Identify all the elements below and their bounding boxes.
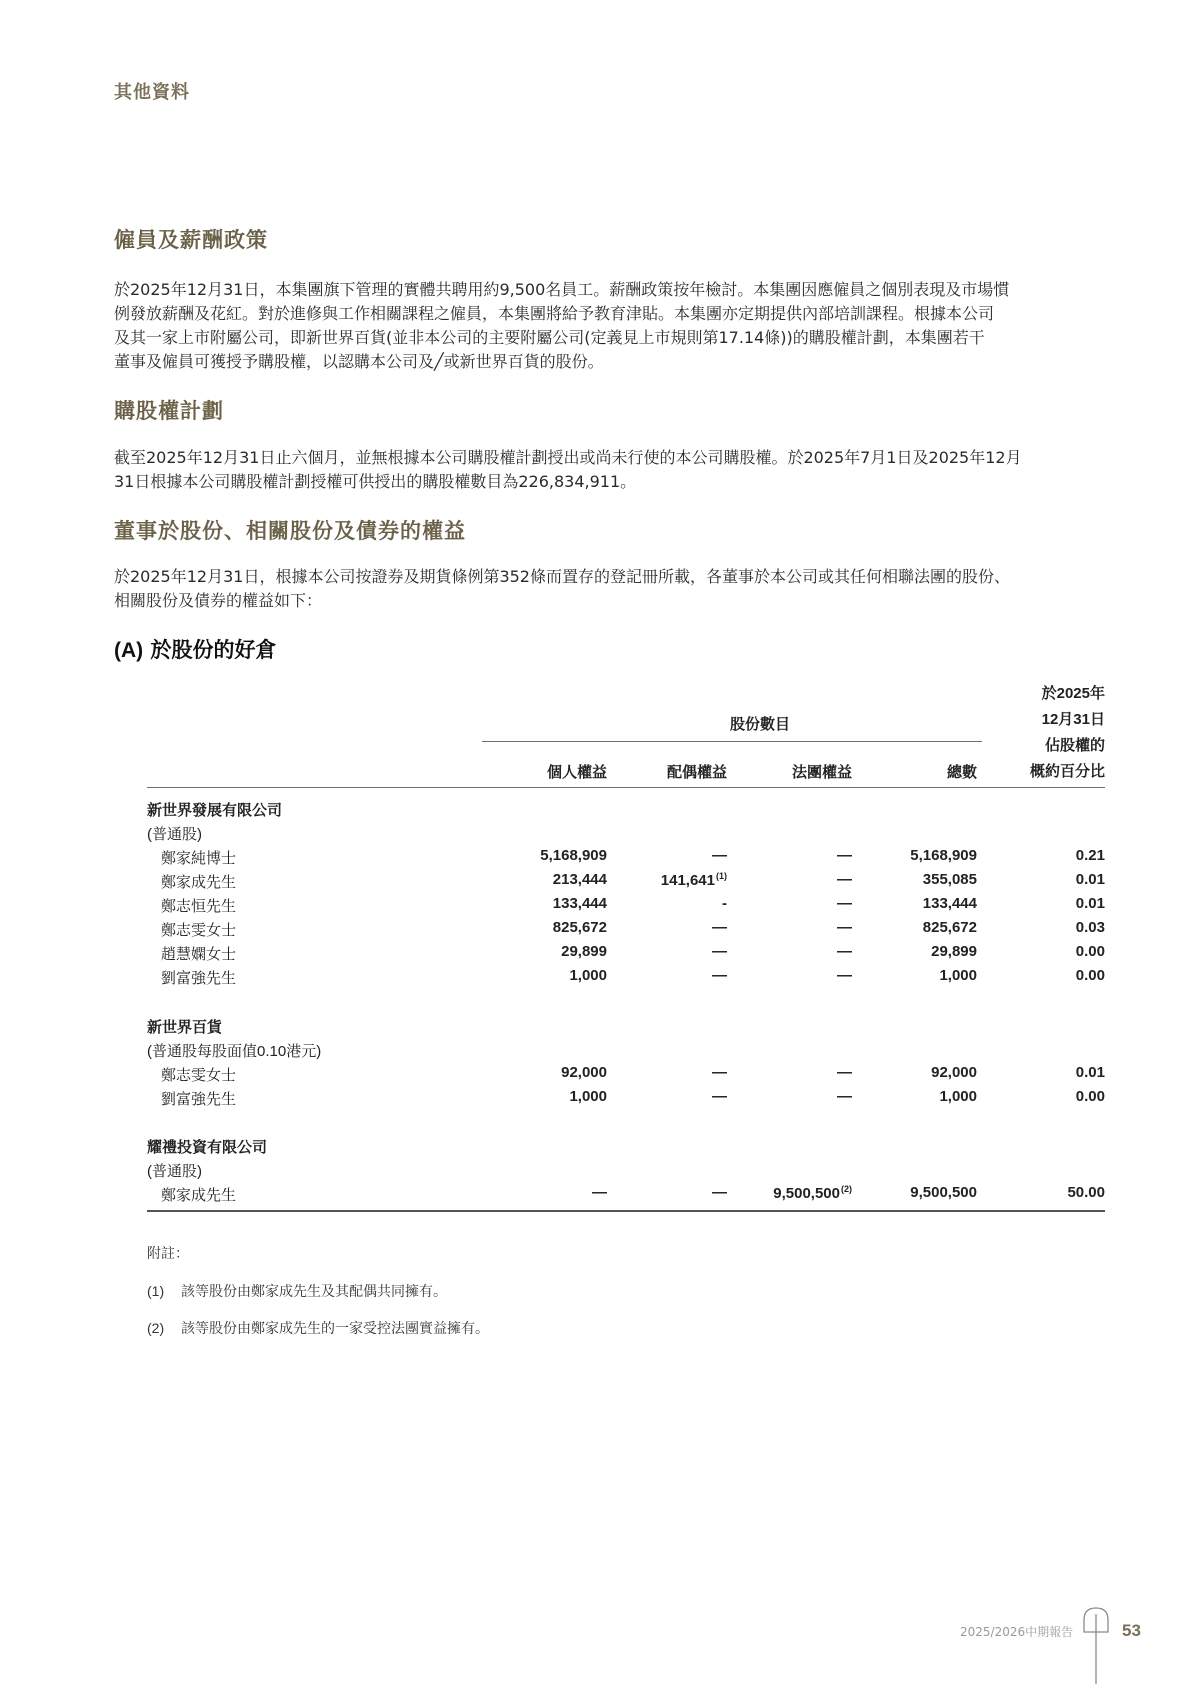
- director-name: 劉富強先生: [161, 970, 237, 987]
- pct-header: [1005, 682, 1105, 781]
- corporate-value-text: —: [837, 847, 852, 864]
- spouse-value-text: —: [712, 847, 727, 864]
- total-header: 總數: [946, 764, 977, 781]
- corporate-value-text: —: [837, 919, 852, 936]
- spouse-value-text: —: [712, 943, 727, 960]
- personal-value: [477, 943, 607, 960]
- pct-header-line: 於2025年: [1041, 685, 1105, 702]
- total-value: [847, 1184, 977, 1201]
- employees-paragraph: [114, 278, 1109, 374]
- personal-value-text: 29,899: [561, 943, 607, 960]
- pct-value: [975, 1184, 1105, 1201]
- note-item: [147, 1318, 489, 1338]
- interests-paragraph: [114, 565, 1109, 613]
- total-value: [847, 967, 977, 984]
- pct-value-text: 0.21: [1075, 847, 1105, 864]
- table-bottom-rule: [147, 1210, 1105, 1212]
- corporate-value-text: 9,500,500: [773, 1185, 840, 1202]
- director-name: 鄭志雯女士: [161, 922, 237, 939]
- group-header-rule: [482, 741, 982, 742]
- personal-value-text: 1,000: [569, 967, 607, 984]
- section-label: 其他資料: [114, 82, 190, 103]
- personal-value-text: 5,168,909: [540, 847, 607, 864]
- pct-header-line: 12月31日: [1041, 711, 1105, 728]
- pct-value-text: 0.00: [1075, 1088, 1105, 1105]
- corporate-header: 法團權益: [791, 764, 852, 781]
- employees-heading: 僱員及薪酬政策: [114, 228, 268, 252]
- employees-line: 例發放薪酬及花紅。對於進修與工作相關課程之僱員，本集團將給予教育津貼。本集團亦定期提供內部培訓課程。根據本公司: [114, 304, 995, 323]
- total-value-text: 92,000: [931, 1064, 977, 1081]
- spouse-header: 配偶權益: [666, 764, 727, 781]
- footnote-ref: (1): [716, 871, 727, 881]
- total-value: [847, 895, 977, 912]
- spouse-value: [597, 967, 727, 984]
- notes-title: 附註：: [147, 1246, 189, 1262]
- spouse-value: [597, 943, 727, 960]
- total-value-text: 1,000: [939, 1088, 977, 1105]
- pct-value-text: 50.00: [1067, 1184, 1105, 1201]
- total-value-text: 5,168,909: [910, 847, 977, 864]
- personal-value: [477, 1064, 607, 1081]
- personal-value-text: —: [592, 1184, 607, 1201]
- corporate-value: [722, 1184, 852, 1202]
- spouse-value-text: —: [712, 1064, 727, 1081]
- spouse-value: [597, 919, 727, 936]
- note-number: (2): [147, 1320, 165, 1336]
- employees-line: 於2025年12月31日，本集團旗下管理的實體共聘用約9,500名員工。薪酬政策按年檢討。本集團因應僱員之個別表現及市場慣: [114, 280, 1010, 299]
- total-value-text: 9,500,500: [910, 1184, 977, 1201]
- share-type: (普通股每股面值0.10港元): [147, 1043, 322, 1060]
- director-name: 鄭家成先生: [161, 1187, 237, 1204]
- spouse-value: [597, 1088, 727, 1105]
- corporate-value-text: —: [837, 895, 852, 912]
- personal-value: [477, 967, 607, 984]
- note-number: (1): [147, 1283, 165, 1299]
- spouse-value-text: -: [722, 895, 727, 912]
- personal-value: [477, 1088, 607, 1105]
- personal-value: [477, 871, 607, 888]
- personal-value-text: 825,672: [552, 919, 607, 936]
- total-value-text: 355,085: [922, 871, 977, 888]
- corporate-value-text: —: [837, 943, 852, 960]
- spouse-value: [597, 1064, 727, 1081]
- interests-line: 於2025年12月31日，根據本公司按證券及期貨條例第352條而置存的登記冊所載，各董事於本公司或其任何相聯法團的股份、: [114, 567, 1010, 586]
- personal-value-text: 92,000: [561, 1064, 607, 1081]
- pct-value-text: 0.01: [1075, 871, 1105, 888]
- spouse-value-text: 141,641: [660, 872, 715, 889]
- personal-value: [477, 1184, 607, 1201]
- employees-line: 及其一家上市附屬公司，即新世界百貨(並非本公司的主要附屬公司(定義見上市規則第17.14條))的購股權計劃，本集團若干: [114, 328, 985, 347]
- company-name: 新世界發展有限公司: [147, 802, 283, 819]
- note-text: 該等股份由鄭家成先生的一家受控法團實益擁有。: [181, 1321, 489, 1337]
- pct-header-line: 概約百分比: [1029, 763, 1105, 780]
- total-value: [847, 847, 977, 864]
- total-value: [847, 1064, 977, 1081]
- interests-line: 相關股份及債券的權益如下：: [114, 591, 323, 610]
- personal-value: [477, 847, 607, 864]
- corporate-value: [722, 967, 852, 984]
- spouse-value: [597, 895, 727, 912]
- share-option-heading: 購股權計劃: [114, 399, 224, 423]
- total-value: [847, 1088, 977, 1105]
- corporate-value: [722, 895, 852, 912]
- total-value: [847, 871, 977, 888]
- note-item: [147, 1281, 447, 1301]
- personal-value: [477, 895, 607, 912]
- pct-value-text: 0.00: [1075, 943, 1105, 960]
- pct-header-line: 佔股權的: [1044, 737, 1105, 754]
- company-name: 耀禮投資有限公司: [147, 1139, 268, 1156]
- director-name: 鄭家成先生: [161, 874, 237, 891]
- corporate-value-text: —: [837, 967, 852, 984]
- spouse-value-text: —: [712, 967, 727, 984]
- share-type: (普通股): [147, 826, 202, 843]
- director-name: 鄭志雯女士: [161, 1067, 237, 1084]
- group-header: 股份數目: [729, 716, 790, 733]
- corporate-value: [722, 1088, 852, 1105]
- page-number: 53: [1122, 1621, 1141, 1640]
- personal-value-text: 213,444: [552, 871, 607, 888]
- spouse-value: [597, 871, 727, 889]
- pct-value-text: 0.01: [1075, 895, 1105, 912]
- subsection-letter: (A): [114, 639, 144, 662]
- total-value: [847, 919, 977, 936]
- personal-value-text: 1,000: [569, 1088, 607, 1105]
- pct-value-text: 0.03: [1075, 919, 1105, 936]
- total-value-text: 825,672: [922, 919, 977, 936]
- corporate-value: [722, 919, 852, 936]
- arch-logo-icon: [1081, 1606, 1111, 1684]
- pct-value: [975, 871, 1105, 888]
- pct-value: [975, 943, 1105, 960]
- spouse-value-text: —: [712, 1088, 727, 1105]
- total-value-text: 133,444: [922, 895, 977, 912]
- corporate-value: [722, 871, 852, 888]
- director-name: 鄭志恒先生: [161, 898, 237, 915]
- spouse-value-text: —: [712, 919, 727, 936]
- corporate-value-text: —: [837, 1088, 852, 1105]
- personal-header: 個人權益: [546, 764, 607, 781]
- header-rule: [147, 787, 1105, 788]
- subsection-heading: [114, 634, 276, 664]
- spouse-value-text: —: [712, 1184, 727, 1201]
- corporate-value: [722, 1064, 852, 1081]
- director-name: 鄭家純博士: [161, 850, 237, 867]
- note-text: 該等股份由鄭家成先生及其配偶共同擁有。: [181, 1284, 447, 1300]
- pct-value: [975, 847, 1105, 864]
- pct-value-text: 0.01: [1075, 1064, 1105, 1081]
- shares-table: [147, 686, 1105, 1214]
- company-name: 新世界百貨: [147, 1019, 223, 1036]
- corporate-value: [722, 943, 852, 960]
- director-name: 劉富強先生: [161, 1091, 237, 1108]
- share-type: (普通股): [147, 1163, 202, 1180]
- corporate-value: [722, 847, 852, 864]
- total-value-text: 29,899: [931, 943, 977, 960]
- director-name: 趙慧嫻女士: [161, 946, 237, 963]
- pct-value: [975, 919, 1105, 936]
- pct-value: [975, 967, 1105, 984]
- pct-value: [975, 1088, 1105, 1105]
- share-option-line: 截至2025年12月31日止六個月，並無根據本公司購股權計劃授出或尚未行使的本公司購股權。於2025年7月1日及2025年12月: [114, 448, 1022, 467]
- footer-report-title: 2025/2026中期報告: [960, 1625, 1074, 1639]
- interests-heading: 董事於股份、相關股份及債券的權益: [114, 519, 466, 543]
- total-value-text: 1,000: [939, 967, 977, 984]
- subsection-title: 於股份的好倉: [150, 638, 277, 662]
- share-option-paragraph: [114, 446, 1109, 494]
- pct-value: [975, 895, 1105, 912]
- employees-line: 董事及僱員可獲授予購股權，以認購本公司及╱或新世界百貨的股份。: [114, 352, 604, 371]
- spouse-value: [597, 1184, 727, 1201]
- spouse-value: [597, 847, 727, 864]
- total-value: [847, 943, 977, 960]
- corporate-value-text: —: [837, 1064, 852, 1081]
- pct-value-text: 0.00: [1075, 967, 1105, 984]
- footnote-ref: (2): [841, 1184, 852, 1194]
- pct-value: [975, 1064, 1105, 1081]
- personal-value-text: 133,444: [552, 895, 607, 912]
- share-option-line: 31日根據本公司購股權計劃授權可供授出的購股權數目為226,834,911。: [114, 472, 637, 491]
- personal-value: [477, 919, 607, 936]
- corporate-value-text: —: [837, 871, 852, 888]
